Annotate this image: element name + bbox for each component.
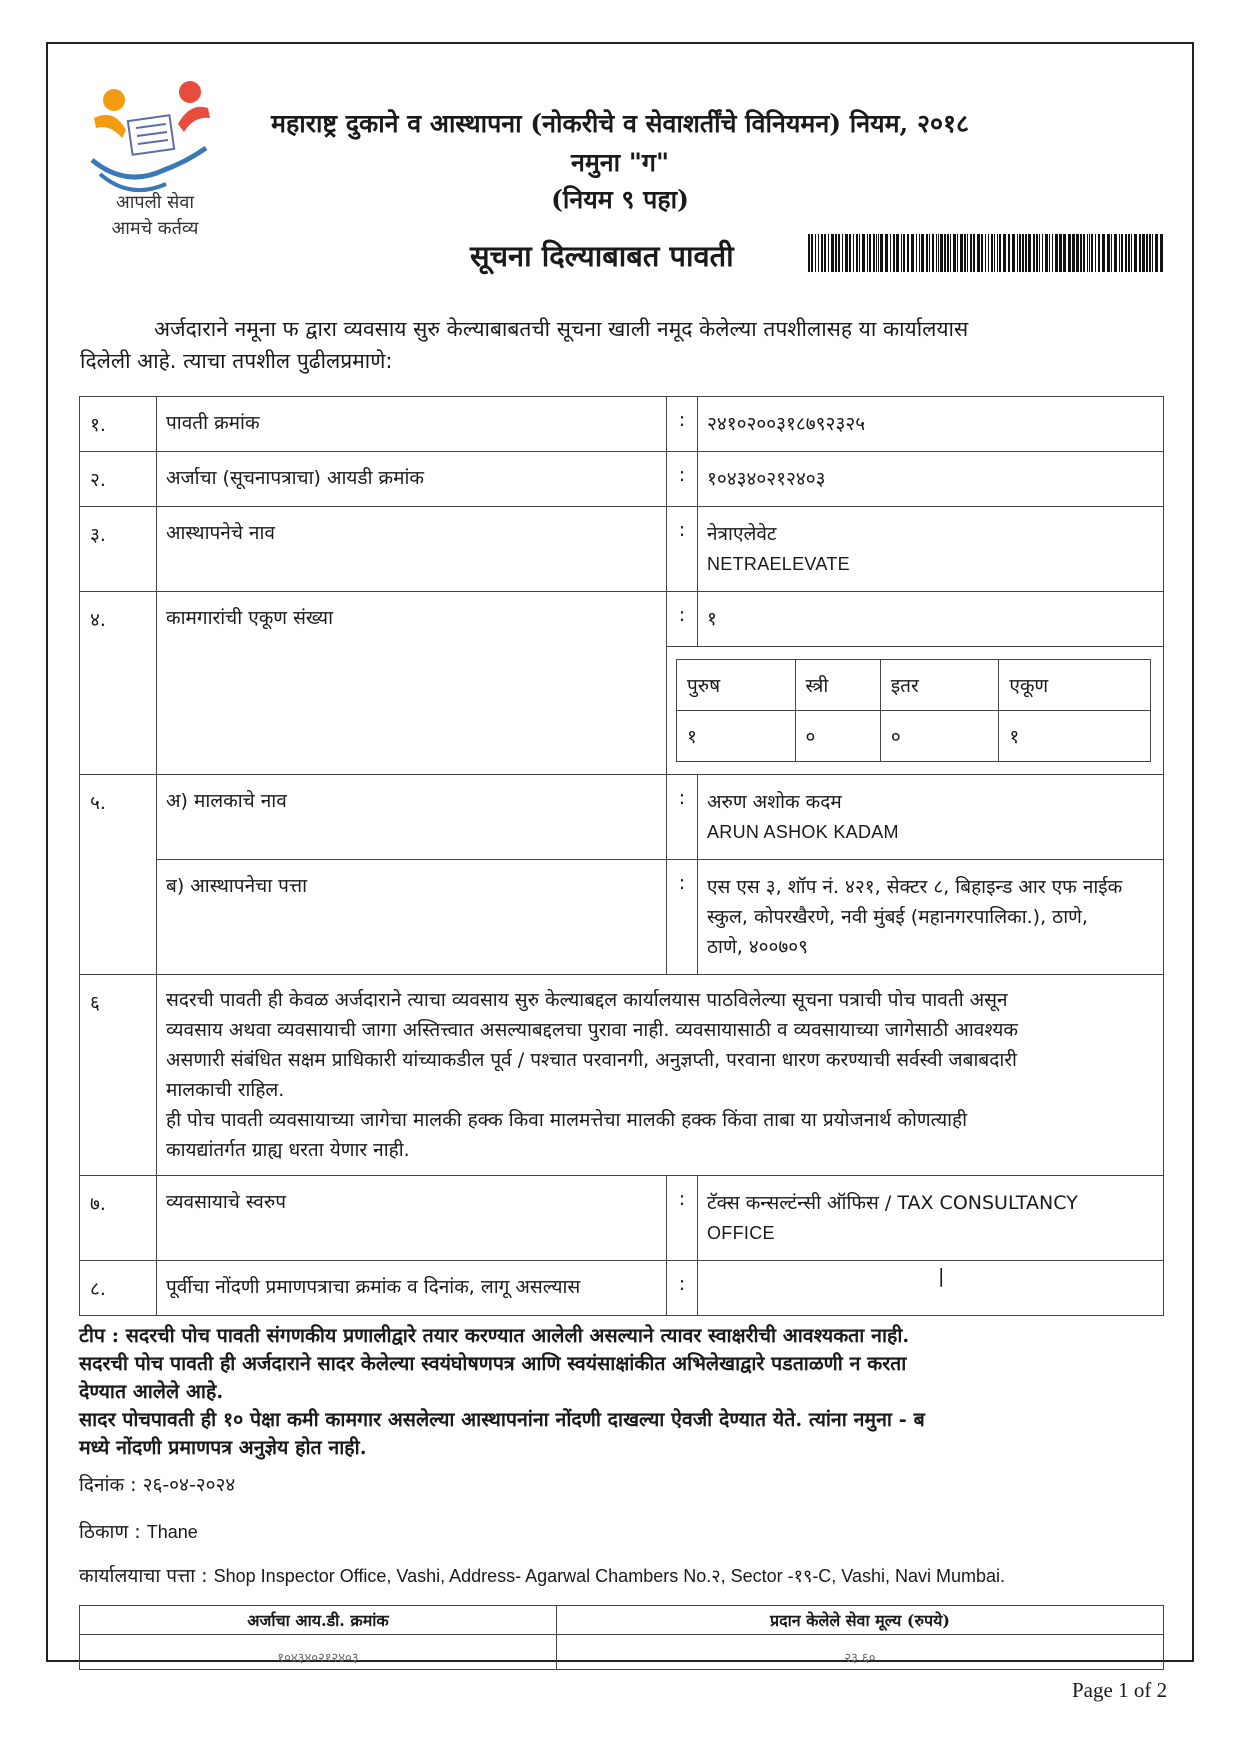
owner-name-marathi: अरुण अशोक कदम [707, 791, 842, 813]
business-nature-value [698, 1176, 1164, 1261]
row-worker-count [80, 592, 1164, 647]
worker-breakdown-cell [667, 647, 1164, 775]
barcode [808, 234, 1168, 272]
row-owner-name [80, 775, 1164, 860]
worker-count-value: १ [698, 592, 1164, 647]
row-number: १. [80, 397, 157, 452]
row-previous-registration [80, 1261, 1164, 1316]
row-number: ७. [80, 1176, 157, 1261]
row-establishment-address [80, 860, 1164, 975]
fee-amount: २३.६० [556, 1635, 1163, 1670]
disclaimer-line: कायद्यांतर्गत ग्राह्य धरता येणार नाही. [166, 1139, 410, 1161]
disclaimer-line: ही पोच पावती व्यवसायाच्या जागेचा मालकी हक्क किवा मालमत्तेचा मालकी हक्क किंवा ताबा या प्रयोजनार्थ कोणत्याही [166, 1109, 968, 1131]
row-application-id [80, 452, 1164, 507]
address-line: ठाणे, ४००७०९ [707, 936, 809, 958]
row-number: ४. [80, 592, 157, 775]
date-label: दिनांक : [79, 1474, 137, 1496]
note-line: टीप : सदरची पोच पावती संगणकीय प्रणालीद्वारे तयार करण्यात आलेली असल्याने त्यावर स्वाक्षरीची आवश्यकता नाही. [79, 1324, 910, 1347]
rule-reference: (नियम ९ पहा) [551, 185, 689, 214]
disclaimer-text [157, 975, 1164, 1176]
owner-name-label: अ) मालकाचे नाव [157, 775, 667, 860]
establishment-name-marathi: नेत्राएलेवेट [707, 523, 777, 545]
colon: : [667, 1176, 698, 1261]
previous-registration-value: | [698, 1261, 1164, 1316]
business-nature-label: व्यवसायाचे स्वरुप [157, 1176, 667, 1261]
logo-caption-line1: आपली सेवा [115, 192, 195, 213]
date-value: २६-०४-२०२४ [142, 1474, 236, 1496]
note-block [79, 1322, 1169, 1462]
intro-paragraph [80, 313, 1160, 377]
logo-caption-line2: आमचे कर्तव्य [111, 218, 199, 239]
note-line: सदरची पोच पावती ही अर्जदाराने सादर केलेल्या स्वयंघोषणपत्र आणि स्वयंसाक्षांकीत अभिलेखाद्वारे पडताळणी न करता [79, 1352, 907, 1375]
disclaimer-line: व्यवसाय अथवा व्यवसायाची जागा अस्तित्त्वात असल्याबद्दलचा पुरावा नाही. व्यवसायासाठी व व्यवसायाच्या जागेसाठी आवश्यक [166, 1019, 1019, 1041]
row-receipt-number [80, 397, 1164, 452]
address-line: स्कुल, कोपरखैरणे, नवी मुंबई (महानगरपालिका.), ठाणे, [707, 906, 1088, 928]
note-line: सादर पोचपावती ही १० पेक्षा कमी कामगार असलेल्या आस्थापनांना नोंदणी दाखल्या ऐवजी देण्यात येते. त्यांना नमुना - ब [79, 1408, 925, 1431]
worker-breakdown-table [676, 659, 1151, 762]
colon: : [667, 860, 698, 975]
row-business-nature [80, 1176, 1164, 1261]
colon: : [667, 775, 698, 860]
business-nature-line: टॅक्स कन्सल्टंन्सी ऑफिस / TAX CONSULTANCY [707, 1192, 1078, 1214]
service-fee-header: प्रदान केलेले सेवा मूल्य (रुपये) [556, 1606, 1163, 1635]
note-line: देण्यात आलेले आहे. [79, 1380, 224, 1403]
colon: : [667, 1261, 698, 1316]
colon: : [667, 592, 698, 647]
establishment-name-value [698, 507, 1164, 592]
total-header: एकूण [999, 660, 1151, 711]
row-number: ८. [80, 1261, 157, 1316]
colon: : [667, 397, 698, 452]
male-header: पुरुष [677, 660, 796, 711]
worker-count-label: कामगारांची एकूण संख्या [157, 592, 667, 775]
intro-line1: अर्जदाराने नमूना फ द्वारा व्यवसाय सुरु केल्याबाबतची सूचना खाली नमूद केलेल्या तपशीलासह या कार्यालयास [154, 317, 969, 341]
address-value [698, 860, 1164, 975]
total-count: १ [999, 711, 1151, 762]
row-number: ३. [80, 507, 157, 592]
row-number: ६ [80, 975, 157, 1176]
address-line: एस एस ३, शॉप नं. ४२१, सेक्टर ८, बिहाइन्ड आर एफ नाईक [707, 876, 1123, 898]
service-fee-table [79, 1605, 1164, 1670]
note-line: मध्ये नोंदणी प्रमाणपत्र अनुज्ञेय होत नाही. [79, 1436, 367, 1459]
intro-line2: दिलेली आहे. त्याचा तपशील पुढीलप्रमाणे: [80, 349, 393, 373]
receipt-details-table [79, 396, 1164, 1316]
date-line [79, 1471, 235, 1497]
previous-registration-label: पूर्वीचा नोंदणी प्रमाणपत्राचा क्रमांक व दिनांक, लागू असल्यास [157, 1261, 667, 1316]
other-header: इतर [880, 660, 999, 711]
application-id-label: अर्जाचा (सूचनापत्राचा) आयडी क्रमांक [157, 452, 667, 507]
row-number: २. [80, 452, 157, 507]
row-number: ५. [80, 775, 157, 975]
place-line [79, 1518, 198, 1544]
male-count: १ [677, 711, 796, 762]
row-disclaimer [80, 975, 1164, 1176]
place-value: Thane [146, 1522, 198, 1542]
owner-name-value [698, 775, 1164, 860]
owner-name-english: ARUN ASHOK KADAM [707, 822, 899, 842]
female-header: स्त्री [795, 660, 880, 711]
row-establishment-name [80, 507, 1164, 592]
disclaimer-line: असणारी संबंधित सक्षम प्राधिकारी यांच्याकडील पूर्व / पश्चात परवानगी, अनुज्ञप्ती, परवाना धारण करण्याची सर्वस्वी जबाबदारी [166, 1049, 1017, 1071]
application-id-value: १०४३४०२१२४०३ [698, 452, 1164, 507]
fee-application-id: १०४३४०२१२४०३ [80, 1635, 557, 1670]
female-count: ० [795, 711, 880, 762]
place-label: ठिकाण : [79, 1521, 141, 1543]
page-number: Page 1 of 2 [1072, 1678, 1168, 1702]
application-id-header: अर्जाचा आय.डी. क्रमांक [80, 1606, 557, 1635]
colon: : [667, 507, 698, 592]
establishment-name-label: आस्थापनेचे नाव [157, 507, 667, 592]
form-name: नमुना "ग" [570, 148, 669, 177]
office-address-line [79, 1562, 1005, 1588]
rule-title: महाराष्ट्र दुकाने व आस्थापना (नोकरीचे व सेवाशर्तींचे विनियमन) नियम, २०१८ [271, 109, 969, 138]
office-address-label: कार्यालयाचा पत्ता : [79, 1565, 208, 1587]
office-address-value: Shop Inspector Office, Vashi, Address- Agarwal Chambers No.२, Sector -१९-C, Vashi, Navi Mumbai. [213, 1566, 1006, 1586]
address-label: ब) आस्थापनेचा पत्ता [157, 860, 667, 975]
receipt-number-label: पावती क्रमांक [157, 397, 667, 452]
disclaimer-line: मालकाची राहिल. [166, 1079, 285, 1101]
business-nature-line: OFFICE [707, 1223, 775, 1243]
establishment-name-english: NETRAELEVATE [707, 554, 850, 574]
document-title: सूचना दिल्याबाबत पावती [470, 239, 734, 273]
receipt-number-value: २४१०२००३१८७९२३२५ [698, 397, 1164, 452]
other-count: ० [880, 711, 999, 762]
colon: : [667, 452, 698, 507]
disclaimer-line: सदरची पावती ही केवळ अर्जदाराने त्याचा व्यवसाय सुरु केल्याबद्दल कार्यालयास पाठविलेल्या सूचना पत्राची पोच पावती असून [166, 989, 1008, 1011]
